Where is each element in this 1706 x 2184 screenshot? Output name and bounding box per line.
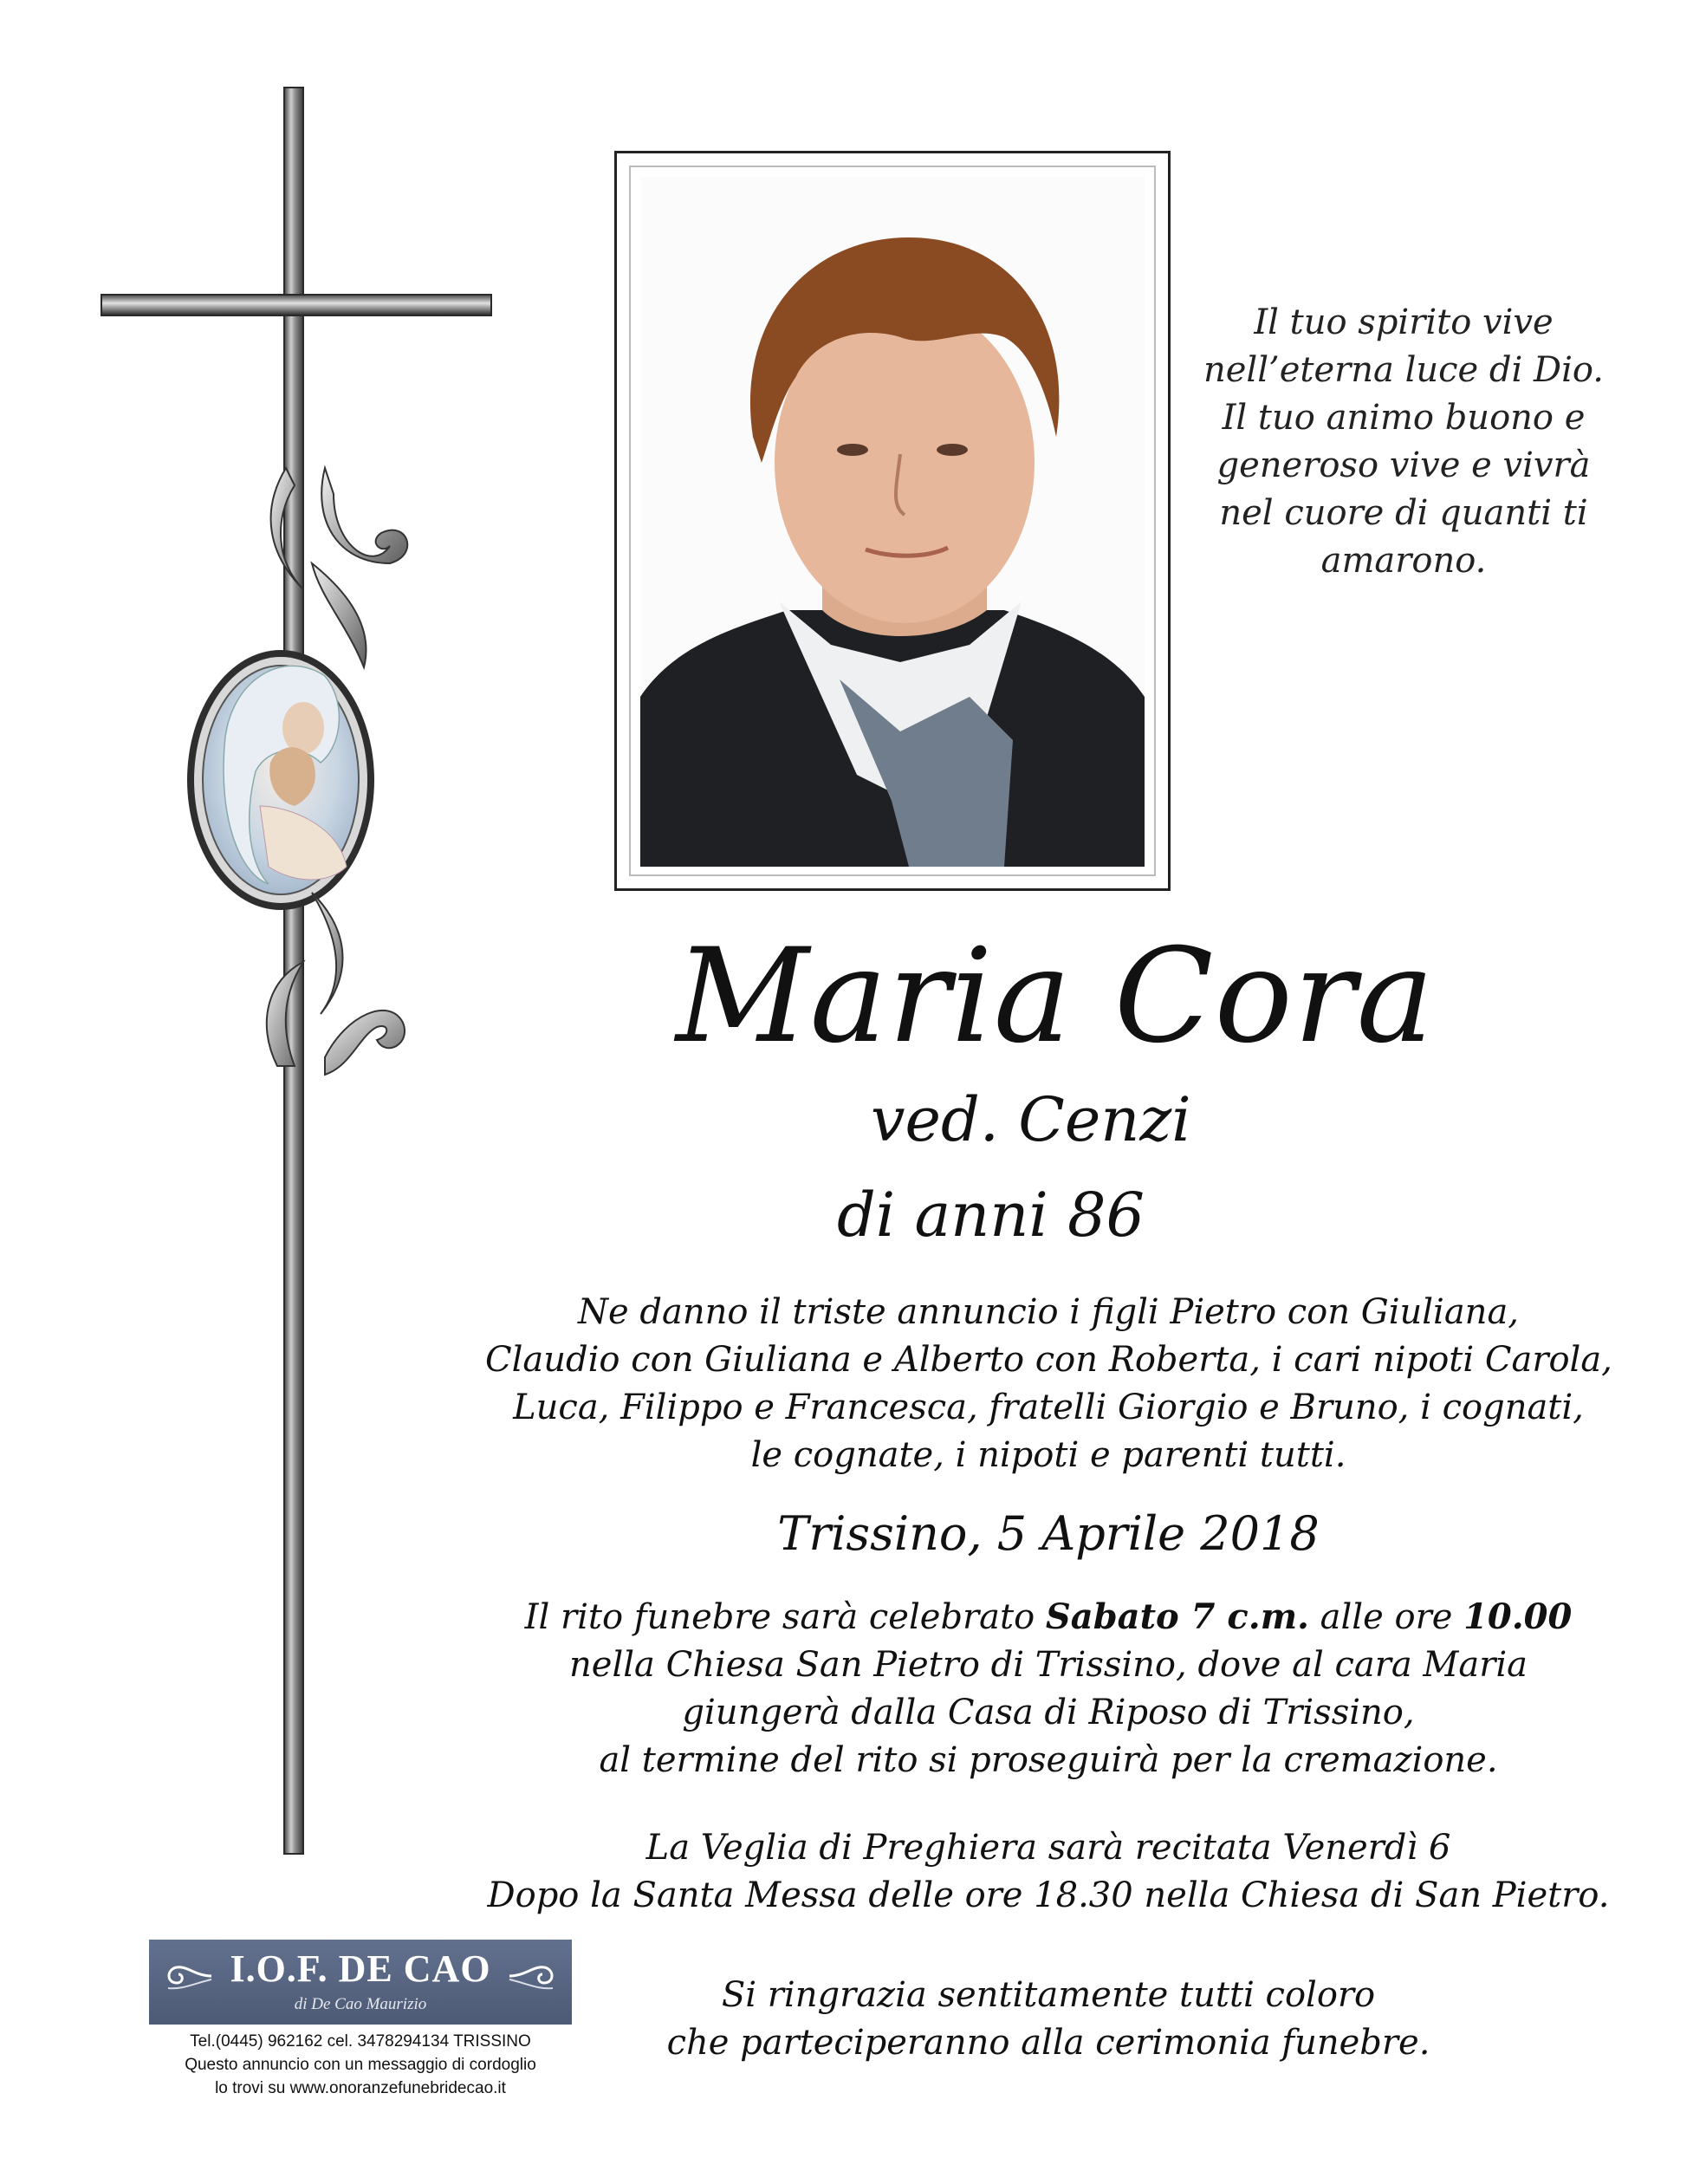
agency-logo <box>149 1940 572 2025</box>
funeral-day: Sabato 7 c.m. <box>1045 1596 1309 1637</box>
memorial-quote <box>1196 299 1612 585</box>
cross-horizontal-bar <box>101 294 492 316</box>
quote-line: nell’eterna luce di Dio. <box>1203 350 1604 390</box>
funeral-line-2: nella Chiesa San Pietro di Trissino, dove al cara Maria <box>569 1645 1528 1685</box>
vigil-line: La Veglia di Preghiera sarà recitata Venerdì 6 <box>645 1828 1451 1868</box>
funeral-line-4: al termine del rito si proseguirà per la cremazione. <box>599 1740 1498 1780</box>
announcement-line: Ne danno il triste annuncio i figli Pietro con Giuliana, <box>577 1292 1519 1332</box>
funeral-details <box>485 1593 1612 1784</box>
agency-name: I.O.F. DE CAO <box>230 1947 491 1990</box>
quote-line: nel cuore di quanti ti <box>1219 493 1588 533</box>
agency-footer <box>130 2030 591 2100</box>
quote-line: Il tuo animo buono e <box>1222 398 1586 438</box>
funeral-at: alle ore <box>1308 1597 1464 1637</box>
funeral-line-3: giungerà dalla Casa di Riposo di Trissino, <box>682 1693 1415 1732</box>
place-and-date: Trissino, 5 Aprile 2018 <box>777 1506 1320 1561</box>
announcement-line: Claudio con Giuliana e Alberto con Roberta, i cari nipoti Carola, <box>485 1340 1612 1380</box>
thanks-line: Si ringrazia sentitamente tutti coloro <box>721 1975 1376 2015</box>
deceased-age: di anni 86 <box>837 1180 1145 1251</box>
madonna-medallion-ornament <box>173 459 416 1083</box>
funeral-intro: Il rito funebre sarà celebrato <box>524 1597 1046 1637</box>
thanks-line: che parteciperanno alla cerimonia funebre. <box>666 2023 1430 2063</box>
agency-contacts: Tel.(0445) 962162 cel. 3478294134 TRISSINO <box>190 2032 531 2051</box>
agency-note: Questo annuncio con un messaggio di cordoglio <box>185 2056 536 2074</box>
quote-line: amarono. <box>1320 541 1487 581</box>
thanks-text <box>572 1972 1525 2067</box>
announcement-line: le cognate, i nipoti e parenti tutti. <box>750 1435 1346 1475</box>
portrait-frame <box>614 151 1171 891</box>
funeral-line-1 <box>485 1593 1612 1641</box>
right-swirl-icon <box>508 1957 560 1995</box>
vigil-details <box>433 1824 1664 1920</box>
quote-line: Il tuo spirito vive <box>1254 302 1554 342</box>
agency-website: lo trovi su www.onoranzefunebridecao.it <box>215 2079 506 2097</box>
portrait-photo <box>640 177 1145 867</box>
announcement-line: Luca, Filippo e Francesca, fratelli Giorgio e Bruno, i cognati, <box>513 1388 1584 1427</box>
agency-owner: di De Cao Maurizio <box>294 1995 427 2013</box>
widow-of: ved. Cenzi <box>871 1084 1191 1155</box>
announcement-text <box>485 1289 1612 1479</box>
deceased-name: Maria Cora <box>676 921 1436 1072</box>
funeral-time: 10.00 <box>1463 1596 1573 1637</box>
vigil-line: Dopo la Santa Messa delle ore 18.30 nella Chiesa di San Pietro. <box>487 1875 1610 1915</box>
quote-line: generoso vive e vivrà <box>1216 445 1591 485</box>
